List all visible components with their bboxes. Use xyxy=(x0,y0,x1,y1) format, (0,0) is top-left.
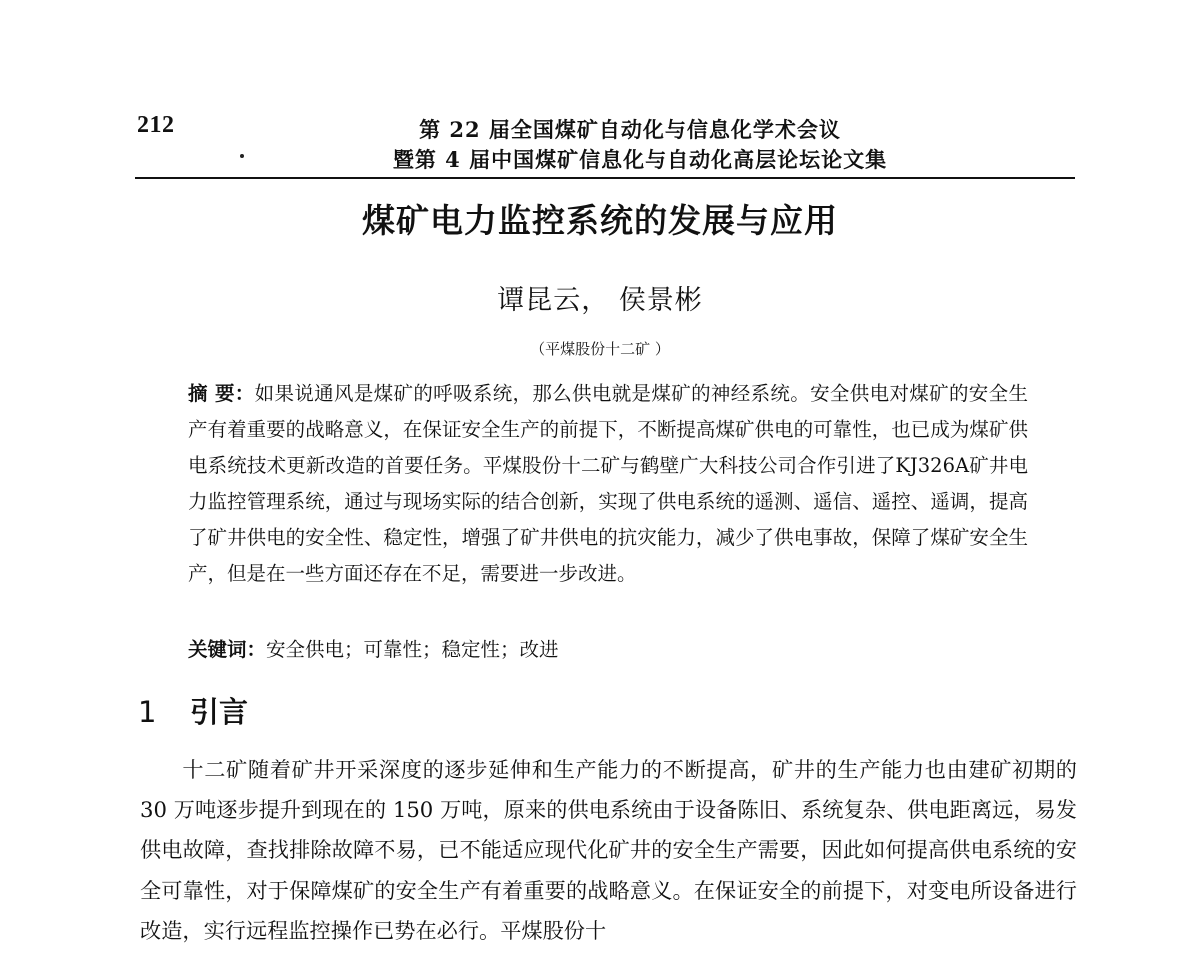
running-head-line1: 第 22 届全国煤矿自动化与信息化学术会议 xyxy=(419,117,841,142)
paper-title: 煤矿电力监控系统的发展与应用 xyxy=(362,201,838,240)
keywords-label: 关键词： xyxy=(188,638,267,661)
keywords-text: 安全供电；可靠性；稳定性；改进 xyxy=(266,638,559,661)
section-number: 1 xyxy=(138,695,157,729)
affiliation: （平煤股份十二矿 ） xyxy=(530,340,670,358)
keywords xyxy=(188,636,1028,664)
page-number: 212 xyxy=(137,112,175,138)
abstract-label: 摘 要： xyxy=(188,382,255,405)
section-paragraph: 十二矿随着矿井开采深度的逐步延伸和生产能力的不断提高，矿井的生产能力也由建矿初期的 30 万吨逐步提升到现在的 150 万吨，原来的供电系统由于设备陈旧、系统复杂、供电距离远，易发供电故障，查找排除故障不易，已不能适应现代化矿井的安全生产需要，因此如何提高供电系统的安全可靠性，对于保障煤矿的安全生产有着重要的战略意义。在保证安全的前提下，对变电所设备进行改造，实行远程监控操作已势在必行。平煤股份十 xyxy=(140,757,1077,943)
section-heading xyxy=(138,690,248,731)
header-divider xyxy=(135,177,1075,179)
abstract-text: 如果说通风是煤矿的呼吸系统，那么供电就是煤矿的神经系统。安全供电对煤矿的安全生产有着重要的战略意义，在保证安全生产的前提下，不断提高煤矿供电的可靠性，也已成为煤矿供电系统技术更新改造的首要任务。平煤股份十二矿与鹤壁广大科技公司合作引进了KJ326A矿井电力监控管理系统，通过与现场实际的结合创新，实现了供电系统的遥测、遥信、遥控、遥调，提高了矿井供电的安全性、稳定性，增强了矿井供电的抗灾能力，减少了供电事故，保障了煤矿安全生产，但是在一些方面还存在不足，需要进一步改进。 xyxy=(188,382,1028,586)
authors: 谭昆云， 侯景彬 xyxy=(497,285,703,316)
running-head-line2: 暨第 4 届中国煤矿信息化与自动化高层论坛论文集 xyxy=(392,147,888,172)
scan-dot-mark xyxy=(240,154,244,158)
abstract xyxy=(188,376,1028,593)
section-title: 引言 xyxy=(190,695,249,729)
